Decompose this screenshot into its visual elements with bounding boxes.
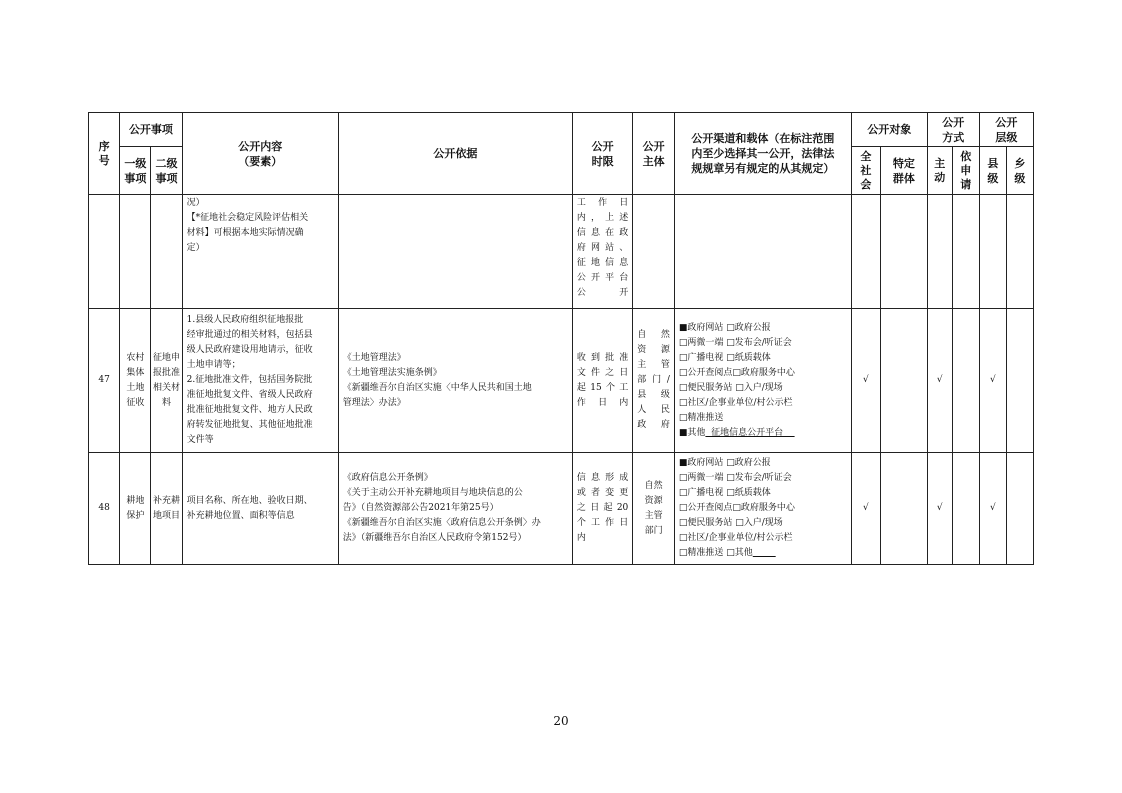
- row-all-society: √: [851, 309, 880, 453]
- header-text-line: 公开: [642, 139, 665, 153]
- content-line: 【*征地社会稳定风险评估相关: [186, 213, 309, 223]
- header-township: [1006, 147, 1033, 195]
- row-township: [1006, 453, 1033, 565]
- time-limit-line: 公开: [576, 288, 629, 298]
- header-level-group: [979, 113, 1033, 147]
- level2-line: 料: [162, 397, 172, 408]
- header-text-line: 依: [960, 149, 972, 163]
- header-text-line: 序: [98, 139, 110, 153]
- subject-line: 政府: [637, 420, 670, 430]
- header-target-group: 公开对象: [851, 113, 927, 147]
- time-limit-line: 内，上述: [576, 213, 629, 223]
- row-county: √: [979, 309, 1006, 453]
- row-seq: 48: [89, 453, 120, 565]
- row-county: √: [979, 453, 1006, 565]
- channel-line: ■政府网站 □政府公报: [678, 322, 771, 333]
- header-level1: [120, 147, 151, 195]
- subject-line: 县 级: [637, 390, 670, 400]
- time-limit-line: 作日内: [576, 397, 629, 408]
- header-text-line: 请: [960, 177, 972, 191]
- header-text-line: 号: [98, 153, 110, 167]
- subject-line: 资 源: [637, 345, 670, 355]
- subject-line: 自然: [644, 480, 663, 491]
- level1-line: 征收: [126, 397, 145, 408]
- basis-line: 《土地管理法》: [342, 352, 406, 363]
- channel-line: □社区/企事业单位/村公示栏: [678, 533, 793, 543]
- row-all-society: √: [851, 453, 880, 565]
- channel-line: □广播电视 □纸质载体: [678, 488, 771, 498]
- header-text-line: 时限: [591, 154, 614, 168]
- header-active: [927, 147, 952, 195]
- content-line: 1.县级人民政府组织征地报批: [186, 315, 304, 325]
- content-line: 土地申请等；: [186, 360, 241, 370]
- content-line: 项目名称、所在地、验收日期、: [186, 495, 313, 506]
- subject-line: 人 民: [637, 405, 670, 415]
- channel-line: □广播电视 □纸质载体: [678, 352, 771, 363]
- header-text-line: （要素）: [238, 154, 283, 168]
- header-text-line: 县: [987, 156, 999, 170]
- page-number: 20: [553, 714, 569, 728]
- level1-line: 集体: [126, 367, 145, 378]
- row-channel: [674, 309, 851, 453]
- row-channel: [674, 453, 851, 565]
- content-line: 准征地批复文件、省级人民政府: [186, 390, 313, 400]
- row-subject: [633, 309, 675, 453]
- level2-line: 报批准: [153, 367, 181, 378]
- content-line: 文件等: [186, 435, 214, 445]
- header-text-line: 级: [1014, 171, 1026, 185]
- row-level2: [151, 309, 182, 453]
- subject-line: 主 管: [637, 360, 670, 370]
- basis-line: 《新疆维吾尔自治区实施〈中华人民共和国土地: [342, 382, 532, 393]
- channel-line: □公开查阅点□政府服务中心: [678, 503, 795, 513]
- time-limit-line: 起15个工: [576, 382, 629, 393]
- row-township: [1006, 309, 1033, 453]
- header-county: [979, 147, 1006, 195]
- level2-line: 补充耕: [153, 495, 181, 506]
- level1-line: 农村: [126, 352, 145, 363]
- header-text-line: 公开内容: [238, 139, 283, 153]
- level1-line: 保护: [126, 510, 145, 521]
- row-specific-group: [880, 453, 927, 565]
- header-channel: [674, 113, 851, 195]
- header-text-line: 内至少选择其一公开，法律法: [691, 147, 835, 160]
- header-time-limit: [572, 113, 632, 195]
- time-limit-line: 或者变更: [576, 488, 629, 498]
- time-limit-line: 文件之日: [576, 367, 629, 378]
- basis-line: 管理法〉办法》: [342, 397, 406, 408]
- row-specific-group: [880, 309, 927, 453]
- header-text-line: 群体: [892, 171, 915, 185]
- subject-line: 自 然: [637, 330, 670, 340]
- basis-line: 《关于主动公开补充耕地项目与地块信息的公: [342, 488, 523, 498]
- header-text-line: 方式: [942, 130, 965, 144]
- channel-last-prefix: □精准推送 □其他: [678, 548, 753, 558]
- header-text-line: 主体: [642, 154, 665, 168]
- content-line: 2.征地批准文件，包括国务院批: [186, 375, 313, 385]
- time-limit-line: 信息在政: [576, 228, 629, 238]
- row-time-limit: [572, 309, 632, 453]
- time-limit-line: 个工作日: [576, 518, 629, 528]
- content-line: 批准征地批复文件、地方人民政: [186, 405, 313, 415]
- time-limit-line: 工 作 日: [576, 198, 629, 208]
- content-line: 经审批通过的相关材料，包括县: [186, 330, 313, 340]
- content-line: 材料】可根据本地实际情况确: [186, 228, 304, 238]
- header-text-line: 层级: [995, 130, 1018, 144]
- table-row: [89, 309, 1034, 453]
- header-text-line: 公开: [995, 115, 1018, 129]
- header-text-line: 会: [860, 177, 872, 191]
- channel-line: □两微一端 □发布会/听证会: [678, 473, 792, 483]
- row-on-request: [952, 453, 979, 565]
- time-limit-line: 之日起20: [576, 503, 629, 513]
- row-on-request: [952, 309, 979, 453]
- row-level1: [120, 453, 151, 565]
- time-limit-line: 公开平台: [576, 273, 629, 283]
- time-limit-line: 内: [576, 533, 586, 543]
- basis-line: 《土地管理法实施条例》: [342, 367, 442, 378]
- row-active: √: [927, 309, 952, 453]
- header-subject: [633, 113, 675, 195]
- header-text-line: 主: [934, 156, 946, 170]
- row-active: √: [927, 453, 952, 565]
- time-limit-line: 府网站、: [576, 243, 629, 253]
- continuation-row: [89, 195, 1034, 309]
- subject-line: 主管: [644, 510, 663, 521]
- header-text-line: 事项: [124, 171, 147, 185]
- row-content: [182, 309, 338, 453]
- header-text-line: 申: [960, 163, 972, 177]
- subject-line: 部门/: [637, 375, 670, 385]
- continuation-time-limit: [572, 195, 632, 309]
- channel-line: □精准推送: [678, 412, 724, 423]
- row-content: [182, 453, 338, 565]
- channel-last-value: [753, 548, 776, 558]
- header-specific-group: [880, 147, 927, 195]
- basis-line: 法》（新疆维吾尔自治区人民政府令第152号）: [342, 533, 527, 543]
- header-level2: [151, 147, 182, 195]
- level1-line: 耕地: [126, 495, 145, 506]
- header-basis: 公开依据: [338, 113, 572, 195]
- header-text-line: 特定: [892, 156, 915, 170]
- subject-line: 资源: [644, 495, 663, 506]
- header-text-line: 公开: [942, 115, 965, 129]
- header-on-request: [952, 147, 979, 195]
- content-line: 定）: [186, 243, 205, 253]
- continuation-content: [182, 195, 338, 309]
- channel-line: ■政府网站 □政府公报: [678, 458, 771, 468]
- header-text-line: 公开渠道和载体（在标注范围: [691, 132, 835, 145]
- header-method-group: [927, 113, 979, 147]
- header-text-line: 规规章另有规定的从其规定）: [691, 162, 835, 175]
- table-row: [89, 453, 1034, 565]
- time-limit-line: 收到批准: [576, 352, 629, 363]
- channel-last-line: [679, 546, 847, 561]
- basis-line: 告》（自然资源部公告2021年第25号）: [342, 503, 499, 513]
- header-text-line: 一级: [124, 156, 147, 170]
- level2-line: 地项目: [153, 510, 181, 521]
- basis-line: 《政府信息公开条例》: [342, 473, 433, 483]
- header-text-line: 级: [987, 171, 999, 185]
- time-limit-line: 征地信息: [576, 258, 629, 268]
- channel-other-line: [679, 426, 847, 441]
- channel-line: □便民服务站 □入户/现场: [678, 382, 783, 393]
- header-text-line: 事项: [155, 171, 178, 185]
- content-line: 级人民政府建设用地请示，征收: [186, 345, 313, 355]
- header-text-line: 乡: [1014, 156, 1026, 170]
- header-row-1: [89, 113, 1034, 147]
- header-text-line: 动: [934, 170, 946, 184]
- disclosure-table: [88, 112, 1034, 565]
- header-all-society: [851, 147, 880, 195]
- channel-other-value: 征地信息公开平台: [705, 427, 795, 438]
- content-line: 补充耕地位置、面积等信息: [186, 510, 295, 521]
- row-subject: [633, 453, 675, 565]
- time-limit-line: 信息形成: [576, 473, 629, 483]
- basis-line: 《新疆维吾尔自治区实施〈政府信息公开条例〉办: [342, 518, 541, 528]
- row-seq: 47: [89, 309, 120, 453]
- header-text-line: 社: [860, 163, 872, 177]
- header-text-line: 全: [860, 149, 872, 163]
- header-text-line: 公开: [591, 139, 614, 153]
- channel-line: □公开查阅点□政府服务中心: [678, 367, 795, 378]
- content-line: 况）: [186, 198, 205, 208]
- row-level1: [120, 309, 151, 453]
- header-seq: [89, 113, 120, 195]
- row-level2: [151, 453, 182, 565]
- header-item-group: 公开事项: [120, 113, 182, 147]
- channel-line: □便民服务站 □入户/现场: [678, 518, 783, 528]
- subject-line: 部门: [644, 525, 663, 536]
- channel-line: □社区/企事业单位/村公示栏: [678, 397, 793, 408]
- header-text-line: 二级: [155, 156, 178, 170]
- content-line: 府转发征地批复、其他征地批准: [186, 420, 313, 430]
- row-basis: [338, 453, 572, 565]
- row-basis: [338, 309, 572, 453]
- level2-line: 征地申: [153, 352, 181, 363]
- level1-line: 土地: [126, 382, 145, 393]
- channel-line: □两微一端 □发布会/听证会: [678, 337, 792, 348]
- level2-line: 相关材: [153, 382, 181, 393]
- header-content: [182, 113, 338, 195]
- row-time-limit: [572, 453, 632, 565]
- channel-other-prefix: ■其他: [678, 427, 706, 438]
